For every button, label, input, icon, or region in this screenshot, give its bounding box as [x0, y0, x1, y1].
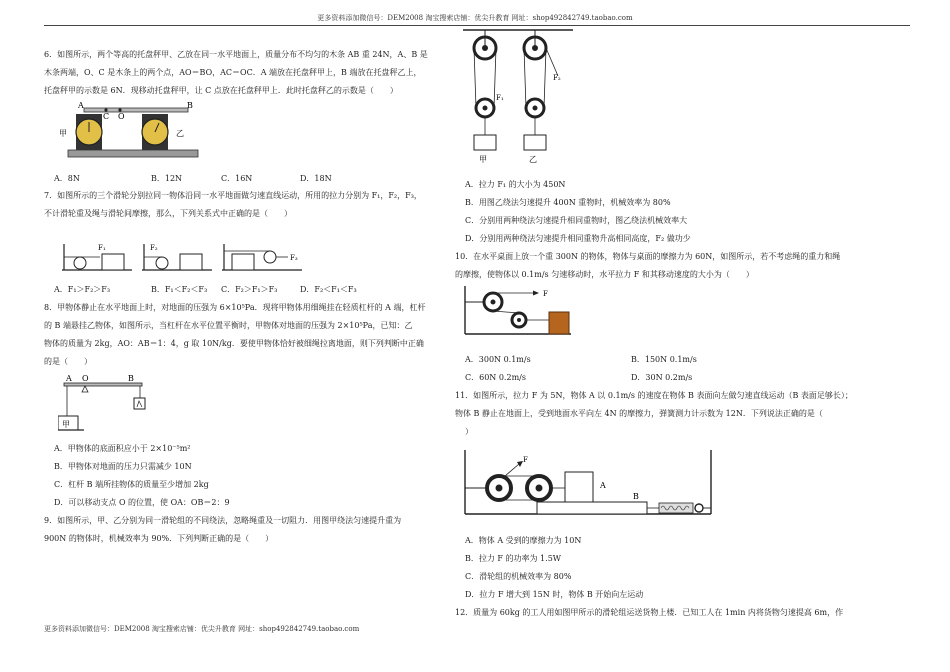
- q8-lever-figure: [58, 372, 158, 434]
- q6-label-a: A: [78, 102, 84, 110]
- q7-line1: 7．如图所示的三个滑轮分别拉同一物体沿同一水平地面做匀速直线运动，所用的拉力分别为 F₁，F₂，F₃，: [44, 191, 422, 200]
- q9-yi-rope-left: [524, 48, 526, 108]
- q10-option-a: A．300N 0.1m/s: [465, 355, 531, 364]
- q10-line2: 的摩擦，使物体以 0.1m/s 匀速移动时，水平拉力 F 和其移动速度的大小为（ ）: [455, 270, 754, 279]
- q9-option-b: B．用图乙绕法匀速提升 400N 重物时，机械效率为 80%: [465, 198, 671, 207]
- q9-line1: 9．如图所示，甲、乙分别为同一滑轮组的不同绕法，忽略绳重及一切阻力．用图甲绕法匀速提升重为: [44, 516, 402, 525]
- q7-fig1-pulley: [74, 257, 86, 269]
- q9-jia-movable-axle: [483, 106, 488, 111]
- q7-fig2-block: [180, 254, 202, 270]
- q11-spring-scale: [659, 503, 693, 513]
- q10-block: [549, 312, 569, 334]
- q11-pulley-figure: [461, 448, 717, 518]
- q6-label-o: O: [118, 112, 125, 121]
- q8-option-c: C．杠杆 B 端所挂物体的质量至少增加 2kg: [54, 480, 209, 489]
- q6-option-c: C．16N: [221, 174, 253, 183]
- q11-line3: ）: [465, 427, 473, 436]
- q7-label-f3: F₃: [290, 254, 298, 262]
- q9-option-c: C．分别用两种绕法匀速提升相同重物时，图乙绕法机械效率大: [465, 216, 688, 225]
- q6-line2: 木条两端，O、C 是木条上的两个点，AO＝BO，AC＝OC．A 端放在托盘秤甲上，B 端放在托盘秤乙上，: [44, 68, 422, 77]
- q8-label-o: O: [82, 374, 89, 383]
- q9-jia-load: [474, 135, 496, 150]
- page-header: 更多资料添加微信号：DEM2008 淘宝搜索店铺：优尖升教育 网址：shop492842749.taobao.com: [317, 14, 633, 22]
- q8-line2: 的 B 端悬挂乙物体，如图所示，当杠杆在水平位置平衡时，甲物体对地面的压强为 2×10⁵Pa，已知：乙: [44, 321, 413, 330]
- q7-fig1-block: [102, 254, 124, 270]
- q10-label-f: F: [543, 290, 548, 298]
- q8-lever-bar: [64, 383, 142, 386]
- q8-label-a: A: [66, 374, 72, 383]
- q6-line3: 托盘秤甲的示数是 6N．现移动托盘秤甲，让 C 点放在托盘秤甲上．此时托盘秤乙的示数是（ ）: [44, 86, 398, 95]
- q7-label-f1: F₁: [98, 244, 106, 252]
- q11-pull-rope: [505, 464, 519, 476]
- q11-pulley-left-axle: [496, 485, 503, 492]
- right-column: [455, 0, 885, 672]
- q7-fig2-pulley: [156, 257, 168, 269]
- q11-label-b: B: [633, 492, 639, 501]
- q10-pulley-figure: [463, 284, 575, 340]
- q6-label-yi: 乙: [176, 129, 184, 138]
- q8-line4: 的是（ ）: [44, 357, 92, 366]
- q10-arrow: [533, 291, 539, 296]
- q9-yi-movable-axle: [533, 106, 538, 111]
- q8-line3: 物体的质量为 2kg，AO：AB＝1：4，g 取 10N/kg．要使甲物体恰好被细绳拉离地面，则下列判断中正确: [44, 339, 424, 348]
- q11-option-c: C．滑轮组的机械效率为 80%: [465, 572, 572, 581]
- q9-option-d: D．分别用两种绕法匀速提升相同重物升高相同高度，F₂ 做功少: [465, 234, 691, 243]
- q7-option-c: C．F₂＞F₁＞F₃: [221, 285, 278, 294]
- left-column: [44, 0, 464, 672]
- q9-jia-rope-left: [474, 48, 476, 108]
- q6-option-d: D．18N: [300, 174, 332, 183]
- q11-line1: 11．如图所示，拉力 F 为 5N，物体 A 以 0.1m/s 的速度在物体 B 表面向左做匀速直线运动（B 表面足够长）；: [455, 391, 853, 400]
- q7-label-f2: F₂: [150, 244, 158, 252]
- q9-line2: 900N 的物体时，机械效率为 90%．下列判断正确的是（ ）: [44, 534, 274, 543]
- q9-label-yi: 乙: [529, 155, 537, 164]
- q8-fulcrum: [82, 386, 88, 392]
- q11-block-b: [537, 502, 647, 514]
- q11-block-a: [565, 472, 593, 502]
- q7-fig3-block: [232, 254, 254, 270]
- q11-label-a: A: [600, 481, 606, 490]
- page-footer: 更多资料添加微信号：DEM2008 淘宝搜索店铺：优尖升教育 网址：shop492842749.taobao.com: [44, 625, 360, 633]
- q8-label-jia: 甲: [62, 420, 70, 429]
- q6-option-a: A．8N: [54, 174, 80, 183]
- q9-label-jia: 甲: [479, 155, 487, 164]
- q9-yi-rope-right: [544, 48, 546, 108]
- q9-option-a: A．拉力 F₁ 的大小为 450N: [465, 180, 566, 189]
- q11-spring-ring: [695, 504, 703, 512]
- q10-movable-axle: [517, 318, 521, 322]
- q9-label-f1: F₁: [496, 94, 504, 102]
- q8-option-a: A．甲物体的底面积应小于 2×10⁻⁵m²: [54, 444, 191, 453]
- q7-option-b: B．F₁＜F₂＜F₃: [151, 285, 208, 294]
- q6-label-jia: 甲: [59, 129, 67, 138]
- q12-line1: 12．质量为 60kg 的工人用如图甲所示的滑轮组运送货物上楼．已知工人在 1min 内将货物匀速提高 6m，作: [455, 608, 844, 617]
- q11-label-f: F: [523, 456, 528, 464]
- q8-weight-yi: [134, 398, 145, 409]
- q9-label-f2: F₂: [553, 74, 561, 82]
- q7-line2: 不计滑轮重及绳与滑轮间摩擦，那么，下列关系式中正确的是（ ）: [44, 209, 292, 218]
- q7-fig3-pulley: [264, 251, 276, 263]
- q10-option-d: D．30N 0.2m/s: [631, 373, 693, 382]
- q6-label-c: C: [103, 112, 110, 121]
- q10-fixed-axle: [491, 300, 496, 305]
- q10-rope-mid: [493, 311, 519, 313]
- q10-option-b: B．150N 0.1m/s: [631, 355, 697, 364]
- q6-plank: [84, 108, 188, 112]
- q8-line1: 8．甲物体静止在水平地面上时，对地面的压强为 6×10⁵Pa．现将甲物体用细绳挂在轻质杠杆的 A 端，杠杆: [44, 303, 426, 312]
- q6-scales-figure: [58, 102, 208, 162]
- q6-label-b: B: [187, 102, 193, 110]
- q7-pulleys-figure: [62, 240, 332, 276]
- q9-yi-load: [524, 135, 546, 150]
- q8-label-b: B: [128, 374, 134, 383]
- q6-option-b: B．12N: [151, 174, 183, 183]
- q11-pulley-right-axle: [536, 485, 543, 492]
- q11-option-a: A．物体 A 受到的摩擦力为 10N: [465, 536, 582, 545]
- q9-pulley-systems-figure: [463, 28, 583, 168]
- q7-option-d: D．F₂＜F₁＜F₃: [300, 285, 357, 294]
- q7-option-a: A．F₁＞F₂＞F₃: [54, 285, 111, 294]
- q6-line1: 6．如图所示，两个等高的托盘秤甲、乙放在同一水平地面上，质量分布不均匀的木条 AB 重 24N，A、B 是: [44, 50, 428, 59]
- q8-option-b: B．甲物体对地面的压力只需减少 10N: [54, 462, 192, 471]
- q8-option-d: D．可以移动支点 O 的位置，使 OA：OB＝2：9: [54, 498, 230, 507]
- q10-line1: 10．在水平桌面上放一个重 300N 的物体，物体与桌面的摩擦力为 60N，如图所示，若不考虑绳的重力和绳: [455, 252, 841, 261]
- q11-option-d: D．拉力 F 增大到 15N 时，物体 B 开始向左运动: [465, 590, 644, 599]
- q11-line2: 物体 B 静止在地面上，受到地面水平向左 4N 的摩擦力，弹簧测力计示数为 12N．下列说法正确的是（: [455, 409, 823, 418]
- q10-option-c: C．60N 0.2m/s: [465, 373, 526, 382]
- q9-yi-pull-rope: [546, 48, 558, 76]
- q6-ground: [68, 150, 198, 157]
- q11-option-b: B．拉力 F 的功率为 1.5W: [465, 554, 562, 563]
